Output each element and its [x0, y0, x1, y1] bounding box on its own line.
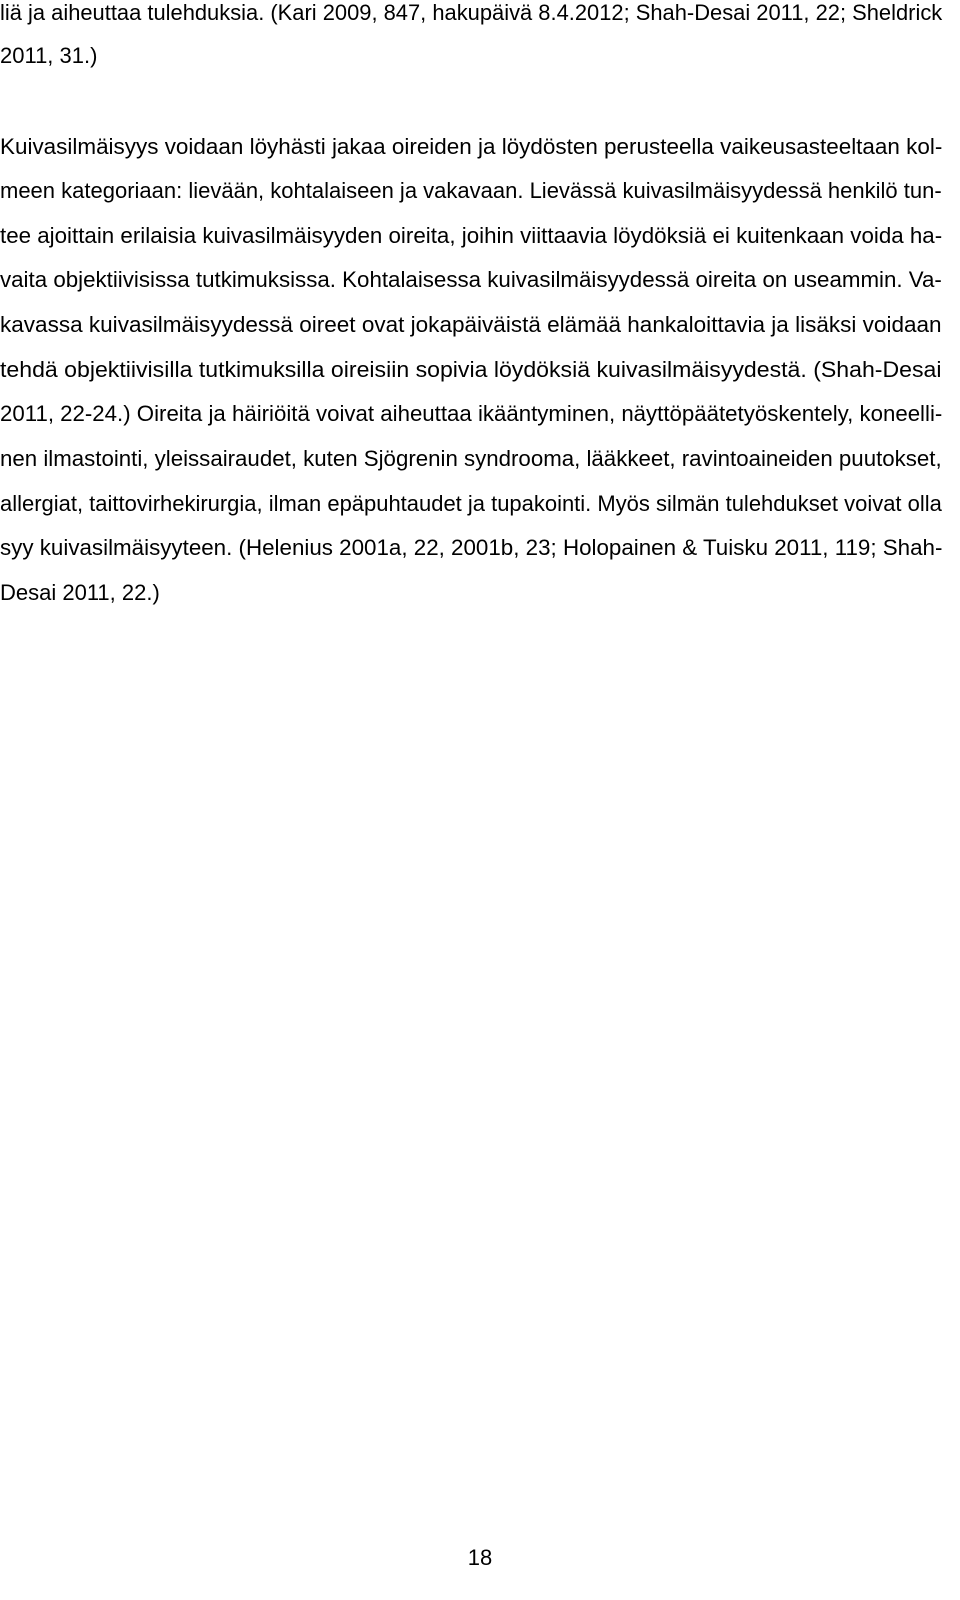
- text-line-1: liä ja aiheuttaa tulehduksia. (Kari 2009, 847, hakupäivä 8.4.2012; Shah-Desai 2011, 22; Sheldrick: [0, 0, 943, 25]
- page-number: 18: [467, 1545, 493, 1570]
- text-line-2: 2011, 31.): [0, 43, 98, 68]
- text-line-9: 2011, 22-24.) Oireita ja häiriöitä voivat aiheuttaa ikääntyminen, näyttöpäätetyöskentely, koneelli-: [0, 401, 943, 426]
- text-line-3: Kuivasilmäisyys voidaan löyhästi jakaa oireiden ja löydösten perusteella vaikeusasteeltaan kol-: [0, 134, 943, 159]
- text-line-13: Desai 2011, 22.): [0, 580, 160, 605]
- text-line-10: nen ilmastointi, yleissairaudet, kuten Sjögrenin syndrooma, lääkkeet, ravintoaineiden puutokset,: [0, 446, 942, 471]
- text-line-12: syy kuivasilmäisyyteen. (Helenius 2001a, 22, 2001b, 23; Holopainen & Tuisku 2011, 119; Shah-: [0, 535, 943, 560]
- text-line-6: vaita objektiivisissa tutkimuksissa. Kohtalaisessa kuivasilmäisyydessä oireita on useammin. Va-: [0, 267, 942, 292]
- text-line-5: tee ajoittain erilaisia kuivasilmäisyyden oireita, joihin viittaavia löydöksiä ei kuitenkaan voida ha-: [0, 223, 943, 248]
- text-line-8: tehdä objektiivisilla tutkimuksilla oireisiin sopivia löydöksiä kuivasilmäisyydestä. (Shah-Desai: [0, 357, 942, 382]
- text-line-4: meen kategoriaan: lievään, kohtalaiseen ja vakavaan. Lievässä kuivasilmäisyydessä henkilö tun-: [0, 178, 942, 203]
- text-line-11: allergiat, taittovirhekirurgia, ilman epäpuhtaudet ja tupakointi. Myös silmän tulehdukset voivat olla: [0, 491, 942, 516]
- text-line-7: kavassa kuivasilmäisyydessä oireet ovat jokapäiväistä elämää hankaloittavia ja lisäksi voidaan: [0, 312, 942, 337]
